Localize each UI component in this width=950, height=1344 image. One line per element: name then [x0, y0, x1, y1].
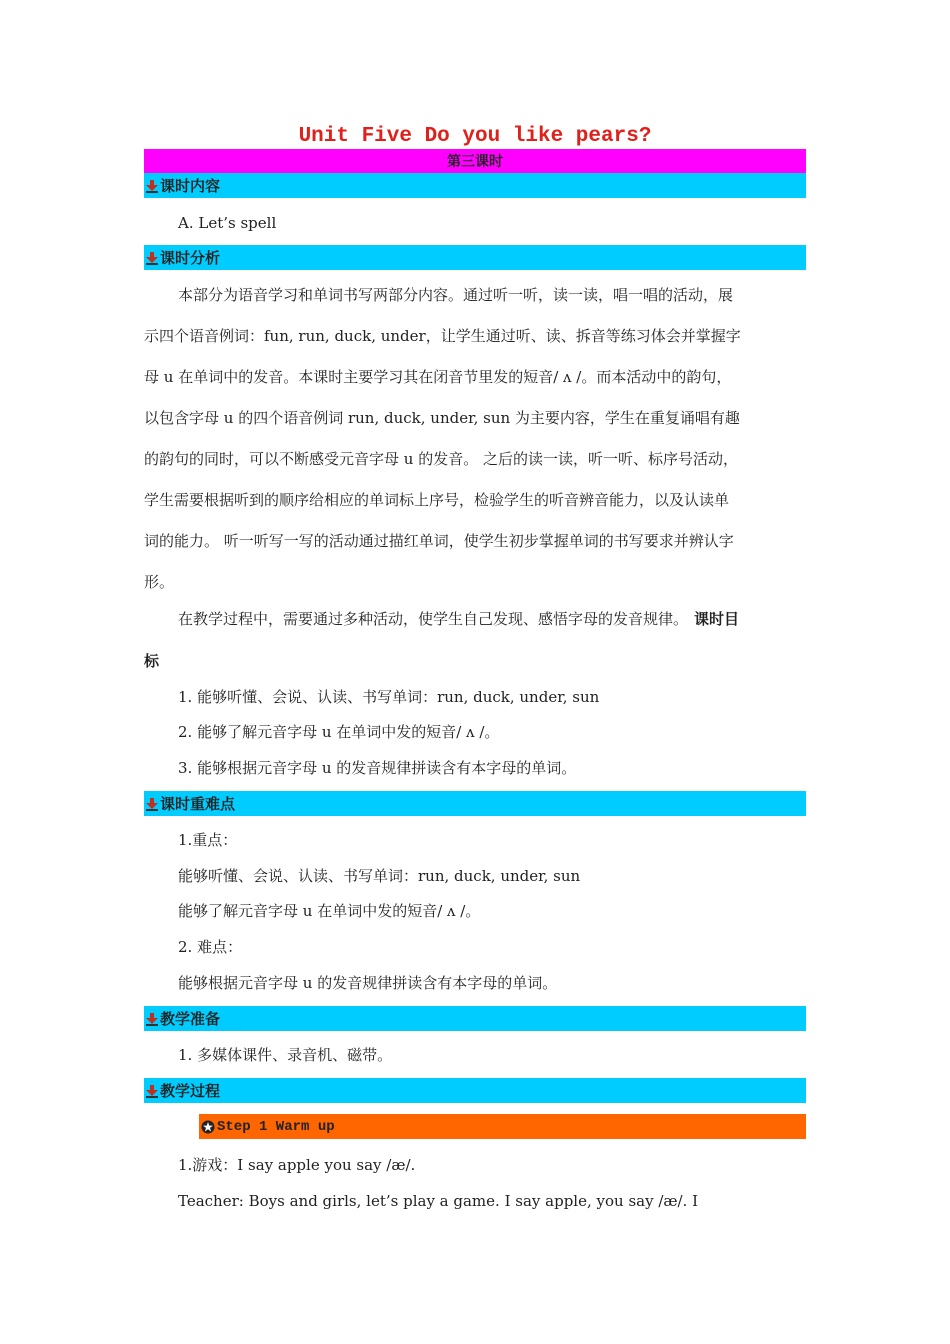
paragraph-line: 形。: [144, 573, 175, 591]
section-keypoints-bar: [144, 791, 806, 816]
goal-item: 2. 能够了解元音字母 u 在单词中发的短音/ ʌ /。: [178, 723, 500, 741]
goal-item: 3. 能够根据元音字母 u 的发音规律拼读含有本字母的单词。: [178, 759, 577, 777]
process-line: 1.游戏：I say apple you say /æ/.: [178, 1156, 416, 1174]
keypoint-line: 2. 难点：: [178, 938, 243, 956]
section-heading: 教学过程: [160, 1082, 221, 1100]
section-process-bar: [144, 1078, 806, 1103]
section-heading: 教学准备: [160, 1010, 221, 1028]
section-analysis-bar: [144, 245, 806, 270]
page-title: Unit Five Do you like pears?: [298, 125, 652, 148]
keypoint-line: 能够听懂、会说、认读、书写单词：run, duck, under, sun: [178, 867, 581, 885]
section-prep-bar: [144, 1006, 806, 1031]
section-heading: 课时分析: [160, 249, 221, 267]
star-circle-icon: [201, 1120, 215, 1134]
step-bar: [199, 1114, 806, 1139]
goal-heading-cont: 标: [144, 652, 160, 670]
section-content-bar: [144, 173, 806, 198]
keypoint-line: 能够了解元音字母 u 在单词中发的短音/ ʌ /。: [178, 902, 481, 920]
paragraph-line: 母 u 在单词中的发音。本课时主要学习其在闭音节里发的短音/ ʌ /。而本活动中的韵句，: [144, 368, 732, 386]
down-arrow-icon: [145, 797, 159, 811]
prep-text: 1. 多媒体课件、录音机、磁带。: [178, 1046, 393, 1064]
section-heading: 课时重难点: [160, 795, 236, 813]
paragraph-line: 学生需要根据听到的顺序给相应的单词标上序号，检验学生的听音辨音能力，以及认读单: [144, 491, 730, 509]
paragraph-line: 以包含字母 u 的四个语音例词 run, duck, under, sun 为主要内容，学生在重复诵唱有趣: [144, 409, 740, 427]
step-title: Step 1 Warm up: [217, 1118, 335, 1135]
keypoint-line: 1.重点：: [178, 831, 238, 849]
paragraph-line: 词的能力。 听一听写一写的活动通过描红单词，使学生初步掌握单词的书写要求并辨认字: [144, 532, 734, 550]
paragraph-line: [178, 609, 739, 629]
paragraph-line: 示四个语音例词：fun, run, duck, under，让学生通过听、读、拆音等练习体会并掌握字: [144, 327, 741, 345]
keypoint-line: 能够根据元音字母 u 的发音规律拼读含有本字母的单词。: [178, 974, 558, 992]
section-heading: 课时内容: [160, 177, 221, 195]
lesson-bar: 第三课时: [144, 149, 806, 173]
paragraph-text: 在教学过程中，需要通过多种活动，使学生自己发现、感悟字母的发音规律。: [178, 610, 689, 628]
paragraph-line: 的韵句的同时，可以不断感受元音字母 u 的发音。 之后的读一读，听一听、标序号活动，: [144, 450, 738, 468]
content-text: A. Let’s spell: [178, 214, 277, 232]
paragraph-line: 本部分为语音学习和单词书写两部分内容。通过听一听，读一读，唱一唱的活动，展: [178, 286, 734, 304]
down-arrow-icon: [145, 179, 159, 193]
down-arrow-icon: [145, 1084, 159, 1098]
goal-heading: 课时目: [694, 610, 740, 628]
down-arrow-icon: [145, 1012, 159, 1026]
goal-item: 1. 能够听懂、会说、认读、书写单词：run, duck, under, sun: [178, 688, 600, 706]
down-arrow-icon: [145, 251, 159, 265]
process-line: Teacher: Boys and girls, let’s play a game. I say apple, you say /æ/. I: [178, 1192, 698, 1210]
